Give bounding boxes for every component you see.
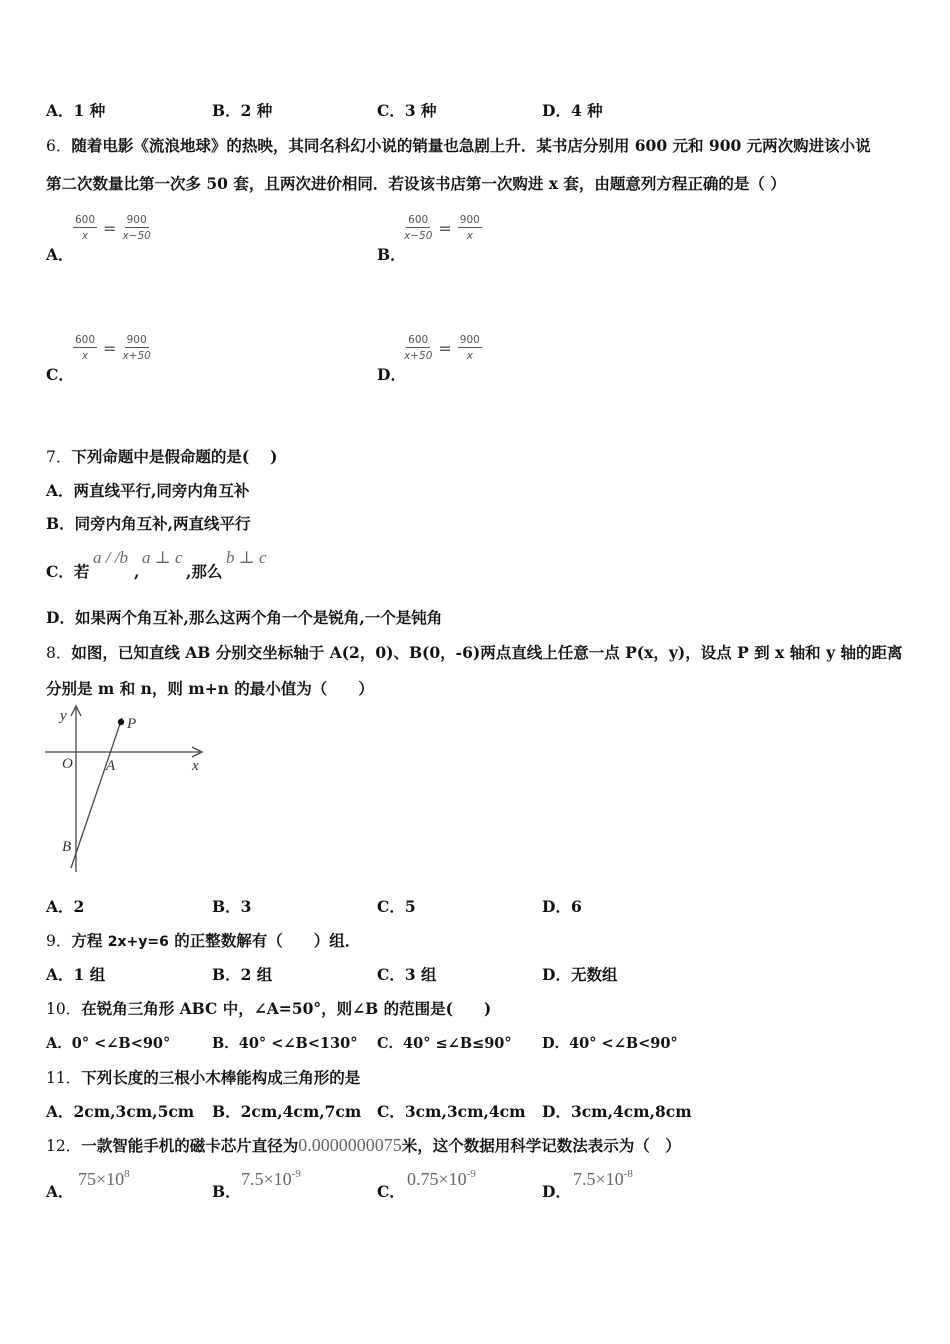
q7-math-perp1: a ⊥ c <box>142 548 183 567</box>
q8-coordinate-figure <box>40 700 220 880</box>
q6-stem-line2: 第二次数量比第一次多 50 套，且两次进价相同．若设该书店第一次购进 x 套，由题意列方程正确的是（ ） <box>46 174 786 193</box>
q5-option-d[interactable]: D．4 种 <box>542 101 603 120</box>
q11-option-b[interactable]: B．2cm,4cm,7cm <box>212 1102 362 1121</box>
frac-den: x−50 <box>404 230 433 242</box>
q7-math-perp2: b ⊥ c <box>226 548 267 567</box>
q11-option-a[interactable]: A．2cm,3cm,5cm <box>46 1102 195 1121</box>
sci-base: 0.75×10 <box>407 1169 467 1189</box>
sci-base: 7.5×10 <box>573 1169 624 1189</box>
sci-exponent: -8 <box>623 1168 633 1180</box>
frac-num: 900 <box>459 214 480 226</box>
q12-value-a <box>78 1168 130 1190</box>
q7-option-b[interactable]: B．同旁内角互补,两直线平行 <box>46 514 251 533</box>
q12-number: 12． <box>46 1137 82 1155</box>
frac-den: x <box>81 230 89 242</box>
equals-sign: = <box>103 338 117 358</box>
q8-stem-line2: 分别是 m 和 n，则 m+n 的最小值为（ ） <box>46 679 374 698</box>
q12-text-a: 一款智能手机的磁卡芯片直径为 <box>81 1136 299 1155</box>
q12-text-b: 米，这个数据用科学记数法表示为（ ） <box>401 1136 681 1155</box>
q8-number: 8． <box>46 644 72 662</box>
label-y: y <box>60 708 67 724</box>
equals-sign: = <box>438 218 452 238</box>
q7-text: 下列命题中是假命题的是( ) <box>71 447 278 466</box>
q9-option-b[interactable]: B．2 组 <box>212 965 273 984</box>
q7-stem <box>46 447 277 467</box>
q8-option-b[interactable]: B．3 <box>212 897 252 916</box>
q11-stem <box>46 1068 360 1088</box>
q10-text: 在锐角三角形 ABC 中，∠A=50°，则∠B 的范围是( ) <box>81 999 492 1018</box>
q9-number: 9． <box>46 932 72 950</box>
q12-option-a[interactable]: A． <box>46 1182 74 1201</box>
sci-base: 7.5×10 <box>241 1169 292 1189</box>
q9-option-c[interactable]: C．3 组 <box>377 965 437 984</box>
frac-den: x <box>466 230 473 242</box>
q9-stem <box>46 931 360 952</box>
sci-exponent: -9 <box>291 1168 301 1180</box>
q7-option-d[interactable]: D．如果两个角互补,那么这两个角一个是锐角,一个是钝角 <box>46 608 443 627</box>
frac-den: x+50 <box>122 350 151 362</box>
q7-math-parallel: a / /b <box>93 548 128 567</box>
q12-value-b <box>241 1168 301 1190</box>
q7-option-c-prefix[interactable]: C．若 <box>46 562 90 581</box>
q10-option-d[interactable]: D．40° <∠B<90° <box>542 1035 678 1052</box>
q9-text-b: 的正整数解有（ ）组． <box>168 931 361 950</box>
frac-num: 900 <box>126 214 147 226</box>
q10-option-a[interactable]: A．0° <∠B<90° <box>46 1035 171 1052</box>
q11-option-c[interactable]: C．3cm,3cm,4cm <box>377 1102 526 1121</box>
q7-number: 7． <box>46 448 72 466</box>
point-p <box>118 719 124 725</box>
frac-den: x−50 <box>122 230 151 242</box>
q12-stem <box>46 1135 681 1156</box>
q6-option-c[interactable]: C． <box>46 365 74 384</box>
equals-sign: = <box>103 218 117 238</box>
q5-option-c[interactable]: C．3 种 <box>377 101 437 120</box>
frac-den: x <box>81 350 89 362</box>
label-o: O <box>62 756 73 772</box>
q5-option-b[interactable]: B．2 种 <box>212 101 273 120</box>
q6-stem-line1 <box>46 136 871 156</box>
q6-number: 6． <box>46 137 72 155</box>
q7-option-a[interactable]: A．两直线平行,同旁内角互补 <box>46 481 250 500</box>
sci-exponent: 8 <box>124 1168 130 1180</box>
label-p: P <box>127 716 137 732</box>
q8-stem-line1 <box>46 643 902 663</box>
q11-option-d[interactable]: D．3cm,4cm,8cm <box>542 1102 692 1121</box>
line-ab <box>71 718 122 868</box>
q6-text1: 随着电影《流浪地球》的热映，其同名科幻小说的销量也急剧上升．某书店分别用 600 元和 900 元两次购进该小说 <box>71 136 871 155</box>
q12-value: 0.0000000075 <box>298 1135 402 1155</box>
q10-option-b[interactable]: B．40° <∠B<130° <box>212 1035 358 1052</box>
equals-sign: = <box>438 338 452 358</box>
q10-option-c[interactable]: C．40° ≤∠B≤90° <box>377 1035 512 1052</box>
frac-num: 600 <box>75 214 96 226</box>
q8-option-d[interactable]: D．6 <box>542 897 582 916</box>
q7-comma: , <box>134 562 140 581</box>
q6-equation-d <box>404 334 482 362</box>
label-a: A <box>106 758 116 774</box>
q9-option-a[interactable]: A．1 组 <box>46 965 106 984</box>
frac-num: 900 <box>126 334 147 346</box>
q8-option-c[interactable]: C．5 <box>377 897 416 916</box>
sci-base: 75×10 <box>78 1169 125 1189</box>
q6-equation-b <box>404 214 482 242</box>
q7-option-c-mid: ,那么 <box>186 562 223 581</box>
q9-option-d[interactable]: D．无数组 <box>542 965 618 984</box>
q5-option-a[interactable]: A．1 种 <box>46 101 106 120</box>
q9-equation: 2x+y=6 <box>107 934 169 950</box>
q12-value-d <box>573 1168 633 1190</box>
frac-den: x <box>466 350 473 362</box>
q10-stem <box>46 999 491 1019</box>
q10-number: 10． <box>46 1000 82 1018</box>
q6-option-a[interactable]: A． <box>46 245 74 264</box>
q6-option-b[interactable]: B． <box>377 245 406 264</box>
q11-number: 11． <box>46 1069 82 1087</box>
q8-option-a[interactable]: A．2 <box>46 897 85 916</box>
frac-num: 600 <box>408 214 429 226</box>
q9-text-a: 方程 <box>71 931 108 950</box>
q6-equation-c <box>73 334 151 362</box>
frac-den: x+50 <box>404 350 433 362</box>
q6-equation-a <box>73 214 151 242</box>
q12-option-d[interactable]: D． <box>542 1182 571 1201</box>
q12-option-c[interactable]: C． <box>377 1182 405 1201</box>
q11-text: 下列长度的三根小木棒能构成三角形的是 <box>81 1068 361 1087</box>
sci-exponent: -9 <box>466 1168 476 1180</box>
frac-num: 600 <box>75 334 96 346</box>
frac-num: 900 <box>459 334 480 346</box>
q8-text1: 如图，已知直线 AB 分别交坐标轴于 A(2，0)、B(0，-6)两点直线上任意一点 P(x，y)，设点 P 到 x 轴和 y 轴的距离 <box>71 643 903 662</box>
q12-option-b[interactable]: B． <box>212 1182 241 1201</box>
label-x: x <box>192 758 199 774</box>
q6-option-d[interactable]: D． <box>377 365 406 384</box>
frac-num: 600 <box>408 334 429 346</box>
q12-value-c <box>407 1168 476 1190</box>
label-b: B <box>62 839 72 855</box>
